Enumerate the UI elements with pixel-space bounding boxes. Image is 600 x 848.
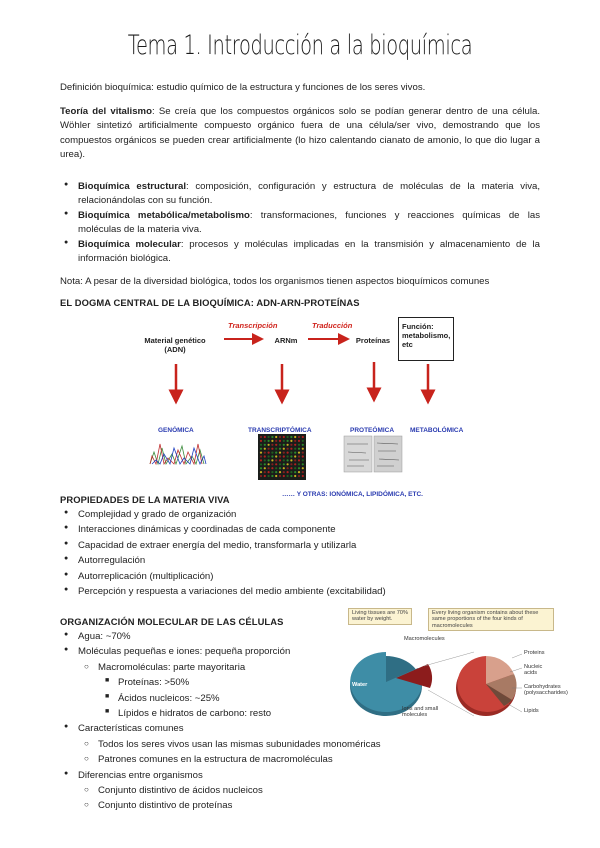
note: Nota: A pesar de la diversidad biológica, todos los organismos tienen aspectos bioquímicos comunes — [60, 276, 490, 287]
gel-icon-1 — [344, 436, 372, 472]
list-item: ■ Proteínas: >50% — [60, 676, 440, 691]
dogma-heading: EL DOGMA CENTRAL DE LA BIOQUÍMICA: ADN-ARN-PROTEÍNAS — [60, 297, 360, 308]
page-title: Tema 1. Introducción a la bioquímica — [127, 30, 473, 61]
proteins-label: Proteínas — [355, 336, 391, 345]
macromolecules-label: Macromolecules — [404, 636, 445, 642]
list-item: ○ Conjunto distintivo de ácidos nucleicos — [60, 784, 440, 799]
branch-label: Bioquímica estructural — [78, 181, 187, 192]
tag-macromolecules: Every living organism contains about these same proportions of the four kinds of macromolecules — [428, 608, 554, 631]
organization-heading: ORGANIZACIÓN MOLECULAR DE LAS CÉLULAS — [60, 616, 284, 627]
branch-label: Bioquímica metabólica/metabolismo — [78, 209, 250, 221]
dogma-arrows — [138, 314, 478, 504]
proteins-pie-label: Proteins — [524, 650, 545, 656]
branch-label: Bioquímica molecular — [78, 238, 181, 250]
water-label: Water — [352, 682, 368, 688]
list-item: ○ Macromoléculas: parte mayoritaria — [60, 661, 440, 676]
nucleic-pie-label: Nucleic acids — [524, 664, 543, 677]
lipids-pie-label: Lipids — [524, 708, 539, 714]
function-label: Función: metabolismo, etc — [402, 322, 451, 349]
proteomica-label: PROTEÓMICA — [350, 427, 395, 434]
list-item: ■ Ácidos nucleicos: ~25% — [60, 692, 440, 707]
dogma-diagram — [138, 314, 478, 504]
list-item: ○ Patrones comunes en la estructura de macromoléculas — [60, 753, 440, 768]
list-item: ● Moléculas pequeñas e iones: pequeña proporción — [60, 645, 440, 660]
branch-item — [60, 180, 540, 209]
translation-label: Traducción — [312, 321, 353, 330]
others-label: …… Y OTRAS: IONÓMICA, LIPIDÓMICA, ETC. — [282, 491, 423, 498]
arnm-label: ARNm — [274, 336, 298, 345]
gel-icon-2 — [374, 436, 402, 472]
genetic-material-label: Material genético (ADN) — [144, 336, 206, 354]
macromolecule-pie-figure — [344, 608, 568, 732]
list-item: ● Autorregulación — [60, 554, 440, 569]
list-item: ○ Conjunto distintivo de proteínas — [60, 799, 440, 814]
transcription-label: Transcripción — [228, 321, 278, 330]
list-item: ● Características comunes — [60, 722, 440, 737]
metabolomica-label: METABOLÓMICA — [410, 427, 464, 434]
vitalism-label: Teoría del vitalismo — [60, 106, 152, 117]
list-item: ● Complejidad y grado de organización — [60, 508, 440, 523]
list-item: ● Percepción y respuesta a variaciones del medio ambiente (excitabilidad) — [60, 585, 440, 600]
branch-item — [60, 209, 540, 238]
list-item: ● Interacciones dinámicas y coordinadas de cada componente — [60, 523, 440, 538]
list-item: ● Autorreplicación (multiplicación) — [60, 570, 440, 585]
properties-list — [60, 508, 440, 600]
genomics-chromatogram-icon — [150, 444, 206, 464]
properties-heading: PROPIEDADES DE LA MATERIA VIVA — [60, 494, 230, 505]
branches-list — [60, 180, 540, 266]
list-item: ○ Todos los seres vivos usan las mismas subunidades monoméricas — [60, 738, 440, 753]
vitalism-text: : Se creía que los compuestos orgánicos solo se podían generar dentro de una célula. Wöhler sintetizó artificialmente compuesto orgánico fuera de una célula/ser vivo, demostrando que los compuestos orgánicos se pueden crear artificialmente (lo hizo calentando cianato de amonio, lo que dio lugar a urea). — [60, 106, 540, 161]
vitalism-paragraph — [60, 105, 540, 163]
branch-text: : procesos y moléculas implicadas en la transmisión y almacenamiento de la información biológica. — [78, 238, 540, 264]
definition: Definición bioquímica: estudio químico de la estructura y funciones de los seres vivos. — [60, 82, 426, 93]
transcriptomica-label: TRANSCRIPTÓMICA — [248, 427, 312, 434]
list-item: ■ Lípidos e hidratos de carbono: resto — [60, 707, 440, 722]
carbs-pie-label: Carbohydrates (polysaccharides) — [524, 684, 568, 697]
branch-text: : composición, configuración y estructura de moléculas de la materia viva, relacionándolas con su función. — [78, 181, 541, 207]
tag-water: Living tissues are 70% water by weight. — [348, 608, 412, 625]
list-item: ● Agua: ~70% — [60, 630, 440, 645]
genomica-label: GENÓMICA — [158, 427, 194, 434]
list-item: ● Diferencias entre organismos — [60, 769, 440, 784]
branch-text: : transformaciones, funciones y reacciones químicas de las moléculas de la materia viva. — [78, 209, 540, 236]
ions-label: Ions and small molecules — [402, 706, 439, 719]
list-item: ● Capacidad de extraer energía del medio, transformarla y utilizarla — [60, 539, 440, 554]
branch-item — [60, 238, 540, 267]
